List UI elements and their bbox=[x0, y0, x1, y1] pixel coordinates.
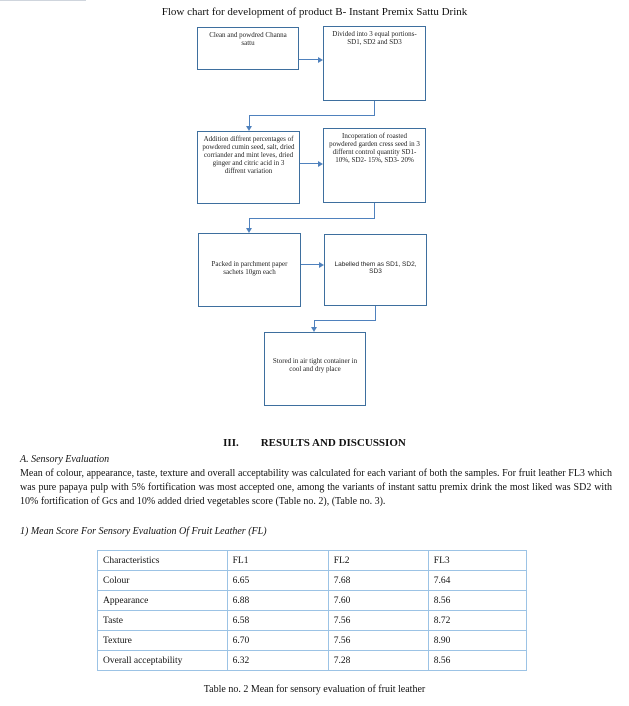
table-cell: 8.56 bbox=[428, 651, 526, 671]
flow-step-add-spices: Addition diffrent percentages of powdered cumin seed, salt, dried corriander and mint leves, dried ginger and citric acid in 3 diffrent variation bbox=[197, 131, 300, 204]
connector-arrow bbox=[301, 264, 320, 265]
table-cell: 7.68 bbox=[328, 571, 428, 591]
connector-line bbox=[249, 218, 375, 219]
table-caption: Table no. 2 Mean for sensory evaluation of fruit leather bbox=[203, 684, 426, 695]
connector-line bbox=[249, 115, 375, 116]
flow-step-clean-sattu: Clean and powdred Channa sattu bbox=[197, 27, 299, 70]
top-rule bbox=[0, 0, 86, 1]
table-header-cell: FL2 bbox=[328, 551, 428, 571]
table-header-cell: Characteristics bbox=[98, 551, 228, 571]
subsection-heading: A. Sensory Evaluation bbox=[20, 454, 110, 465]
table-row bbox=[98, 651, 527, 671]
connector-line bbox=[374, 203, 375, 218]
table-cell: 7.64 bbox=[428, 571, 526, 591]
sensory-table bbox=[97, 550, 527, 671]
table-cell: 8.72 bbox=[428, 611, 526, 631]
table-cell: 6.70 bbox=[227, 631, 328, 651]
table-cell: 6.58 bbox=[227, 611, 328, 631]
table-header-cell: FL1 bbox=[227, 551, 328, 571]
flow-step-labelling: Labelled them as SD1, SD2, SD3 bbox=[324, 234, 427, 306]
connector-line bbox=[314, 320, 376, 321]
table-row bbox=[98, 631, 527, 651]
flow-step-packing: Packed in parchment paper sachets 10gm each bbox=[198, 233, 301, 307]
table-cell: 6.88 bbox=[227, 591, 328, 611]
table-header-cell: FL3 bbox=[428, 551, 526, 571]
flow-step-storage: Stored in air tight container in cool and dry place bbox=[264, 332, 366, 406]
flow-step-garden-cress: Incoperation of roasted powdered garden cress seed in 3 differnt control quantity SD1- 10%, SD2- 15%, SD3- 20% bbox=[323, 128, 426, 203]
body-paragraph: Mean of colour, appearance, taste, texture and overall acceptability was calculated for each variant of both the samples. For fruit leather FL3 which was pure papaya pulp with 5% fortification was most accepted one, among the variants of instant sattu premix drink the most liked was SD2 with 10% fortification of Gcs and 10% added dried vegetables score (Table no. 2), (Table no. 3). bbox=[20, 468, 612, 507]
table-cell: 7.56 bbox=[328, 611, 428, 631]
table-header-row bbox=[98, 551, 527, 571]
table-cell: Texture bbox=[98, 631, 228, 651]
table-cell: 7.56 bbox=[328, 631, 428, 651]
table-row bbox=[98, 591, 527, 611]
connector-arrow bbox=[299, 59, 319, 60]
table-cell: 7.28 bbox=[328, 651, 428, 671]
section-heading bbox=[0, 437, 629, 449]
connector-arrow bbox=[300, 163, 319, 164]
table-cell: Appearance bbox=[98, 591, 228, 611]
table-row bbox=[98, 611, 527, 631]
flow-step-divide-portions: Divided into 3 equal portions- SD1, SD2 and SD3 bbox=[323, 26, 426, 101]
table-cell: 6.32 bbox=[227, 651, 328, 671]
table-cell: 6.65 bbox=[227, 571, 328, 591]
table-cell: 8.56 bbox=[428, 591, 526, 611]
table-cell: Overall acceptability bbox=[98, 651, 228, 671]
table-cell: 7.60 bbox=[328, 591, 428, 611]
table-cell: Colour bbox=[98, 571, 228, 591]
connector-line bbox=[375, 306, 376, 320]
table-heading: 1) Mean Score For Sensory Evaluation Of Fruit Leather (FL) bbox=[20, 526, 267, 537]
connector-line bbox=[374, 101, 375, 115]
flowchart-title: Flow chart for development of product B- Instant Premix Sattu Drink bbox=[161, 6, 468, 18]
table-row bbox=[98, 571, 527, 591]
section-number: III. bbox=[223, 437, 239, 449]
section-title: RESULTS AND DISCUSSION bbox=[260, 437, 406, 449]
table-cell: Taste bbox=[98, 611, 228, 631]
table-cell: 8.90 bbox=[428, 631, 526, 651]
